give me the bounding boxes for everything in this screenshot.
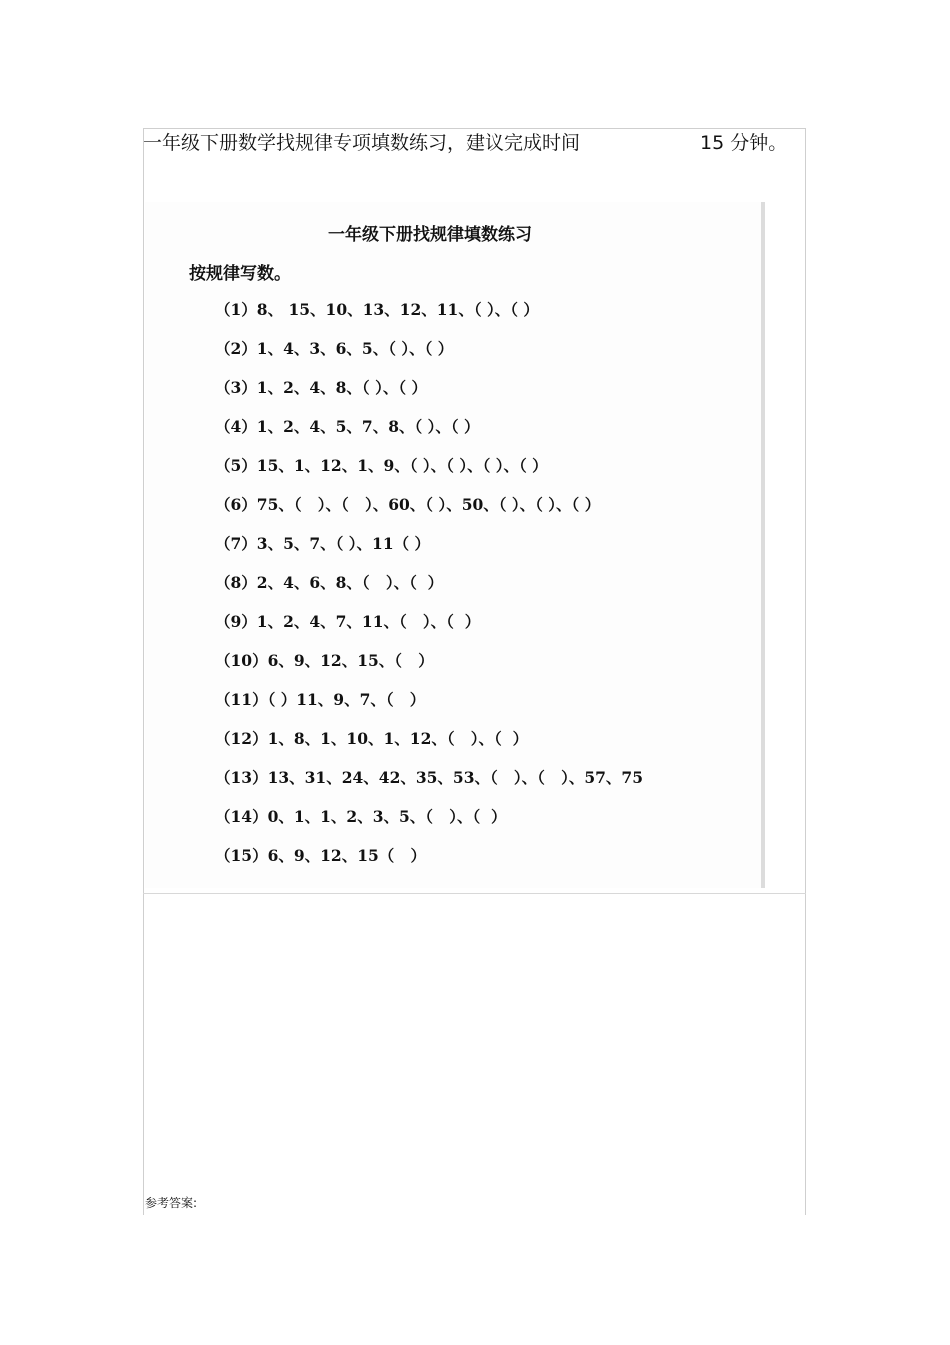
worksheet-instruction: 按规律写数。 <box>189 264 291 284</box>
frame-divider <box>143 893 806 894</box>
page-heading <box>143 128 806 158</box>
question-item: （5）15、1、12、1、9、（ ）、（ ）、（ ）、（ ） <box>215 456 548 475</box>
question-item: （10）6、9、12、15、（ ） <box>215 651 434 670</box>
question-item: （12）1、8、1、10、1、12、（ ）、（ ） <box>215 729 529 748</box>
question-list <box>215 297 643 882</box>
question-item: （3）1、2、4、8、（ ）、（ ） <box>215 378 427 397</box>
question-item: （13）13、31、24、42、35、53、（ ）、（ ）、57、75 <box>215 768 644 787</box>
question-item: （4）1、2、4、5、7、8、（ ）、（ ） <box>215 417 480 436</box>
question-item: （6）75、（ ）、（ ）、60、（ ）、50、（ ）、（ ）、（ ） <box>215 495 601 514</box>
question-item: （9）1、2、4、7、11、（ ）、（ ） <box>215 612 481 631</box>
answer-label: 参考答案: <box>145 1196 198 1210</box>
question-item: （8）2、4、6、8、（ ）、（ ） <box>215 573 444 592</box>
worksheet-title: 一年级下册找规律填数练习 <box>328 225 532 245</box>
question-item: （11）（ ）11、9、7、（ ） <box>215 690 426 709</box>
question-item: （2）1、4、3、6、5、（ ）、（ ） <box>215 339 454 358</box>
heading-time: 15 分钟。 <box>700 132 788 154</box>
question-item: （7）3、5、7、（ ）、11（ ） <box>215 534 431 553</box>
question-item: （1）8、 15、10、13、12、11、（ ）、（ ） <box>215 300 539 319</box>
worksheet-image <box>145 202 765 888</box>
question-item: （15）6、9、12、15（ ） <box>215 846 426 865</box>
question-item: （14）0、1、1、2、3、5、（ ）、（ ） <box>215 807 507 826</box>
heading-text: 一年级下册数学找规律专项填数练习，建议完成时间 <box>143 132 581 154</box>
